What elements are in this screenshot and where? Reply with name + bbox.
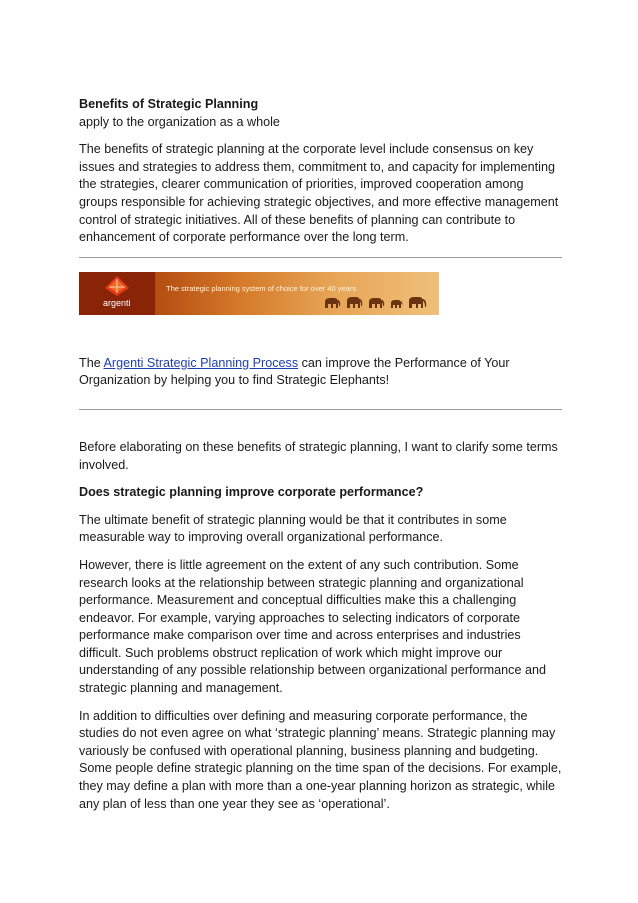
- argenti-logo-text: argenti: [103, 297, 131, 308]
- section-heading: Does strategic planning improve corporate performance?: [79, 485, 424, 500]
- document-title: Benefits of Strategic Planning: [79, 97, 259, 111]
- clarify-paragraph: Before elaborating on these benefits of strategic planning, I want to clarify some terms involved.: [79, 439, 558, 472]
- argenti-process-link[interactable]: Argenti Strategic Planning Process: [103, 355, 299, 370]
- argenti-prefix: The: [79, 355, 104, 370]
- benefits-paragraph: The benefits of strategic planning at the corporate level include consensus on key issues and strategies to address them, commitment to, and capacity for implementing the strategies, clearer communication of priorities, improved cooperation among groups responsible for achieving strategic objectives, and more effective management control of strategic initiatives. All of these benefits of planning can contribute to enhancement of corporate performance over the long term.: [79, 142, 559, 245]
- elephants-icon: [323, 294, 435, 310]
- argenti-banner-area: [79, 258, 564, 336]
- divider-bottom: [79, 409, 562, 410]
- argenti-banner-image[interactable]: [79, 272, 439, 315]
- ultimate-benefit-paragraph: The ultimate benefit of strategic planning would be that it contributes in some measurable way to improving overall organizational performance.: [79, 512, 507, 545]
- argenti-suffix: can improve the Performance of Your Organization by helping you to find Strategic Elephants!: [79, 355, 510, 388]
- document-page: [79, 96, 564, 823]
- argenti-logo: [79, 272, 155, 315]
- banner-tagline: The strategic planning system of choice for over 40 years: [166, 283, 357, 293]
- agreement-paragraph: However, there is little agreement on the extent of any such contribution. Some research looks at the relationship between strategic planning and organizational performance. Measurement and conceptual difficulties make this a challenging endeavor. For example, varying approaches to selecting indicators of corporate performance make comparison over time and across enterprises and industries difficult. Such problems obstruct replication of work which might improve our understanding of any possible relationship between organizational performance and strategic planning and management.: [79, 557, 546, 696]
- document-subtitle: apply to the organization as a whole: [79, 114, 280, 129]
- definition-paragraph: In addition to difficulties over defining and measuring corporate performance, the studies do not even agree on what ‘strategic planning’ means. Strategic planning may variously be confused with operational planning, business planning and budgeting. Some people define strategic planning on the time span of the decisions. For example, they may define a plan with more than a one-year planning horizon as strategic, while any plan of less than one year they see as ‘operational’.: [79, 708, 562, 811]
- argenti-logo-icon: [99, 275, 135, 297]
- argenti-paragraph: [79, 355, 564, 390]
